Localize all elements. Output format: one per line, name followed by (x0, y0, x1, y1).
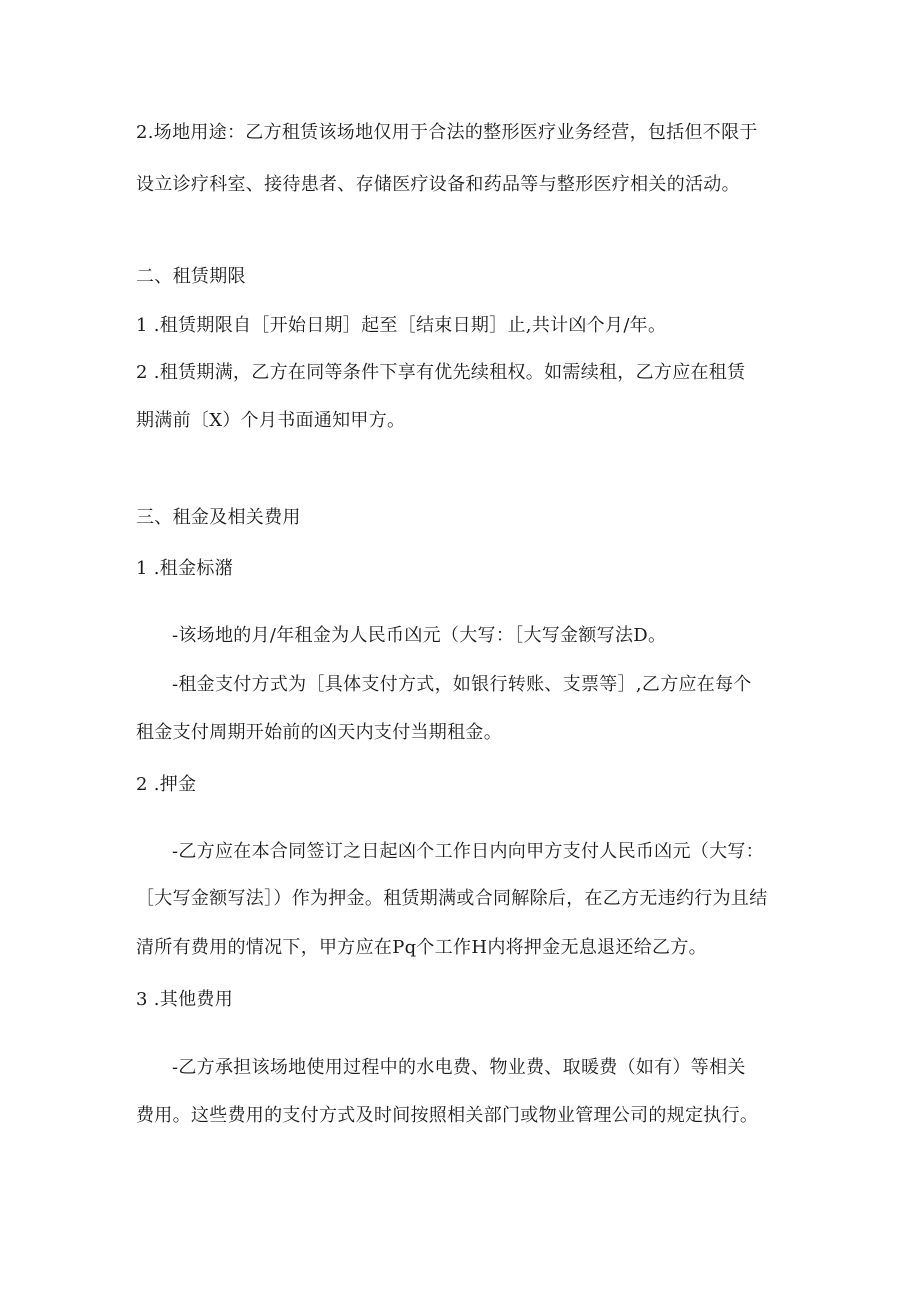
deposit-bullet-line-1: -乙方应在本合同签订之日起凶个工作日内向甲方支付人民币凶元（大写： (172, 841, 764, 862)
rent-standard-bullet-2-line-2: 租金支付周期开始前的凶天内支付当期租金。 (136, 722, 502, 743)
deposit-bullet-line-3: 清所有费用的情况下，甲方应在Pq个工作H内将押金无息退还给乙方。 (136, 937, 707, 958)
deposit-bullet-line-2: ［大写金额写法］）作为押金。租赁期满或合同解除后，在乙方无违约行为且结 (136, 888, 768, 909)
lease-term-item-1: 1 .租赁期限自［开始日期］起至［结束日期］止,共计凶个月/年。 (136, 315, 667, 336)
section-heading-lease-term: 二、租赁期限 (136, 266, 246, 287)
section-heading-rent-fees: 三、租金及相关费用 (136, 507, 301, 528)
paragraph-usage-line-2: 设立诊疗科室、接待患者、存储医疗设备和药品等与整形医疗相关的活动。 (136, 174, 740, 195)
rent-standard-title: 1 .租金标潴 (136, 558, 233, 579)
lease-term-item-2-line-1: 2 .租赁期满，乙方在同等条件下享有优先续租权。如需续租，乙方应在租赁 (136, 362, 746, 383)
rent-standard-bullet-2-line-1: -租金支付方式为［具体支付方式，如银行转账、支票等］,乙方应在每个 (172, 674, 752, 695)
other-fees-title: 3 .其他费用 (136, 989, 233, 1010)
lease-term-item-2-line-2: 期满前〔X）个月书面通知甲方。 (136, 410, 406, 431)
other-fees-bullet-line-1: -乙方承担该场地使用过程中的水电费、物业费、取暖费（如有）等相关 (172, 1057, 746, 1078)
other-fees-bullet-line-2: 费用。这些费用的支付方式及时间按照相关部门或物业管理公司的规定执行。 (136, 1105, 759, 1126)
paragraph-usage-line-1: 2.场地用途：乙方租赁该场地仅用于合法的整形医疗业务经营，包括但不限于 (136, 122, 758, 143)
deposit-title: 2 .押金 (136, 774, 197, 795)
rent-standard-bullet-1: -该场地的月/年租金为人民币凶元（大写：［大写金额写法D。 (172, 625, 667, 646)
